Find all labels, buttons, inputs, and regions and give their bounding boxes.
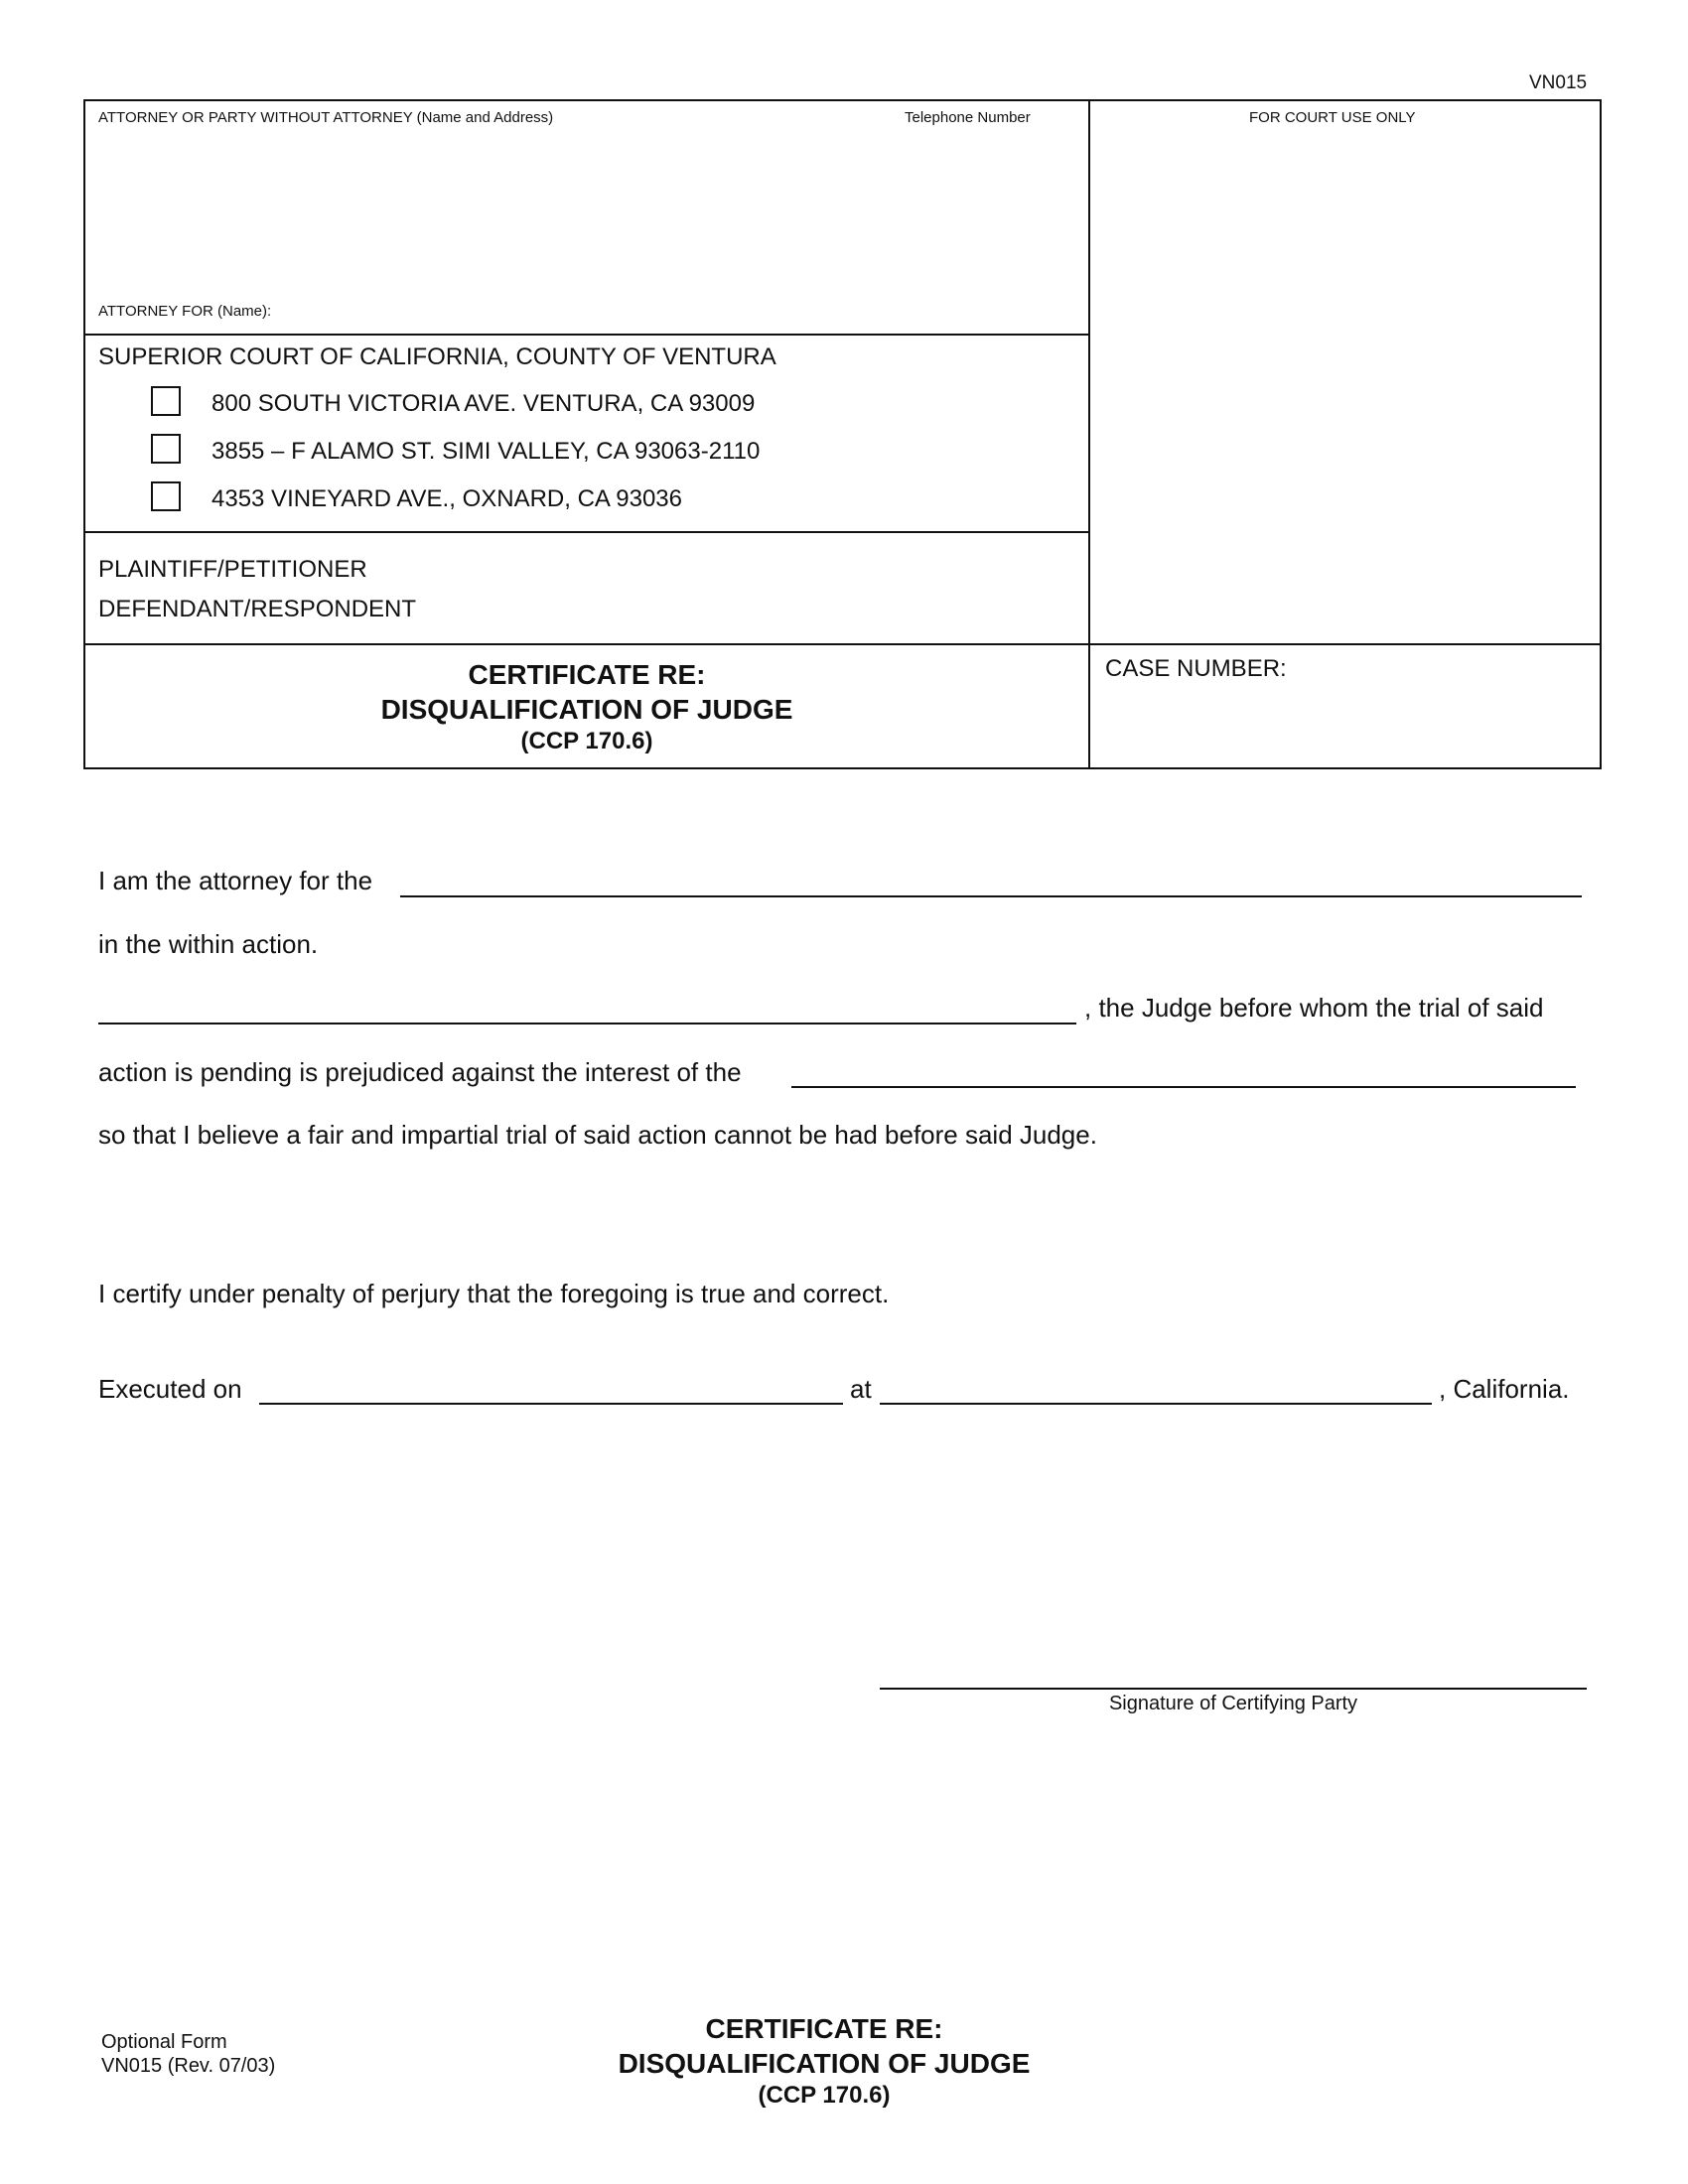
signature-line[interactable] bbox=[880, 1688, 1587, 1690]
court-name: SUPERIOR COURT OF CALIFORNIA, COUNTY OF VENTURA bbox=[98, 343, 776, 370]
footer-title-line2: DISQUALIFICATION OF JUDGE bbox=[618, 2048, 1031, 2079]
judge-statement: , the Judge before whom the trial of said bbox=[1084, 993, 1544, 1023]
caption-title bbox=[85, 657, 1088, 756]
prejudice-statement: action is pending is prejudiced against the interest of the bbox=[98, 1057, 742, 1087]
footer-revision: VN015 (Rev. 07/03) bbox=[101, 2055, 276, 2077]
location-ventura: 800 SOUTH VICTORIA AVE. VENTURA, CA 93009 bbox=[211, 390, 756, 417]
interest-party-blank[interactable] bbox=[791, 1086, 1576, 1088]
attorney-for-label: ATTORNEY FOR (Name): bbox=[98, 303, 272, 320]
caption-title-line1: CERTIFICATE RE: bbox=[468, 659, 706, 690]
judge-name-blank[interactable] bbox=[98, 1023, 1076, 1024]
signature-label: Signature of Certifying Party bbox=[1108, 1693, 1358, 1714]
within-action-text: in the within action. bbox=[98, 929, 319, 959]
footer-title-line1: CERTIFICATE RE: bbox=[705, 2013, 943, 2044]
telephone-label: Telephone Number bbox=[905, 109, 1031, 126]
execution-place-blank[interactable] bbox=[880, 1403, 1432, 1405]
california-label: , California. bbox=[1439, 1374, 1570, 1404]
location-oxnard: 4353 VINEYARD AVE., OXNARD, CA 93036 bbox=[211, 485, 682, 512]
caption-title-line2: DISQUALIFICATION OF JUDGE bbox=[380, 694, 793, 725]
location-checkbox-ventura[interactable] bbox=[151, 386, 181, 416]
footer-optional-form: Optional Form bbox=[101, 2031, 227, 2053]
footer-title-line3: (CCP 170.6) bbox=[758, 2082, 891, 2109]
footer-form-info bbox=[101, 2030, 275, 2078]
location-checkbox-oxnard[interactable] bbox=[151, 481, 181, 511]
caption-divider-parties bbox=[83, 643, 1602, 645]
plaintiff-label: PLAINTIFF/PETITIONER bbox=[98, 556, 367, 583]
location-simi-valley: 3855 – F ALAMO ST. SIMI VALLEY, CA 93063-2110 bbox=[211, 438, 761, 465]
caption-divider-vertical bbox=[1088, 99, 1090, 769]
attorney-label: ATTORNEY OR PARTY WITHOUT ATTORNEY (Name and Address) bbox=[98, 109, 554, 126]
case-number-label: CASE NUMBER: bbox=[1105, 655, 1287, 682]
defendant-label: DEFENDANT/RESPONDENT bbox=[98, 596, 417, 622]
court-use-label: FOR COURT USE ONLY bbox=[1249, 109, 1416, 126]
fair-trial-statement: so that I believe a fair and impartial trial of said action cannot be had before said Judge. bbox=[98, 1120, 1097, 1150]
execution-date-blank[interactable] bbox=[259, 1403, 843, 1405]
party-name-blank[interactable] bbox=[400, 895, 1582, 897]
form-code: VN015 bbox=[1529, 72, 1588, 93]
caption-divider-court bbox=[83, 531, 1089, 533]
footer-title bbox=[496, 2011, 1152, 2111]
attorney-for-statement: I am the attorney for the bbox=[98, 866, 373, 895]
location-checkbox-simi-valley[interactable] bbox=[151, 434, 181, 464]
certification-statement: I certify under penalty of perjury that the foregoing is true and correct. bbox=[98, 1279, 890, 1308]
executed-on-label: Executed on bbox=[98, 1374, 242, 1404]
caption-title-line3: (CCP 170.6) bbox=[520, 728, 653, 754]
caption-divider-attorney bbox=[83, 334, 1089, 336]
at-label: at bbox=[850, 1374, 872, 1404]
